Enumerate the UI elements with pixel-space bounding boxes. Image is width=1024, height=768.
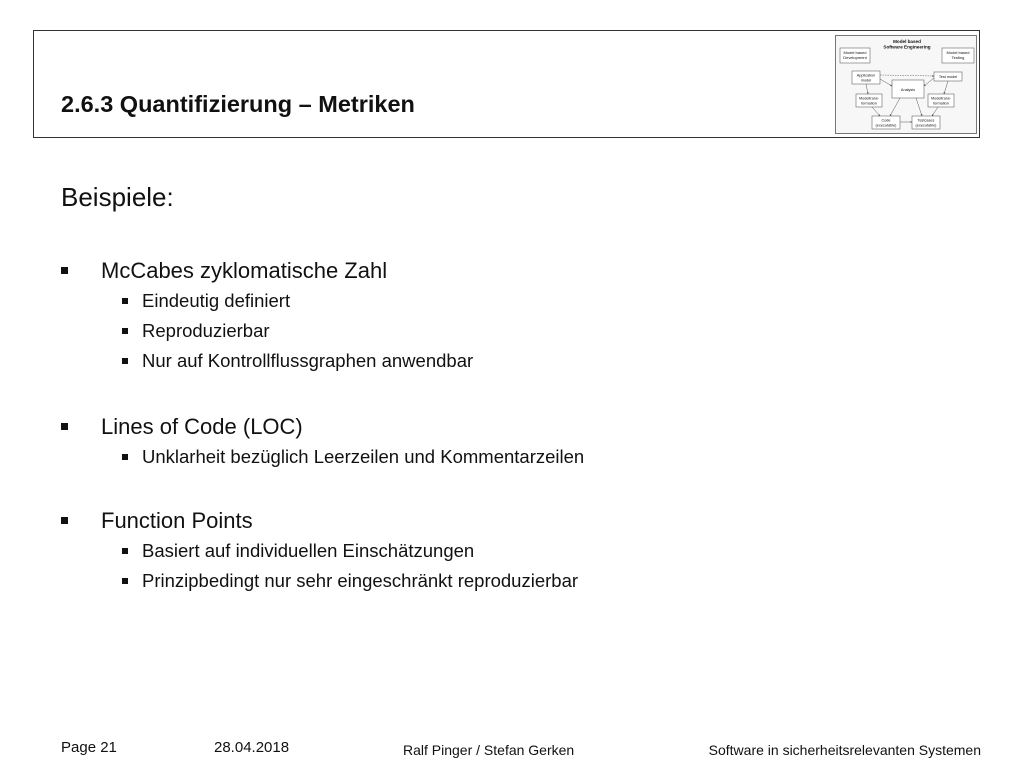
footer-date: 28.04.2018: [214, 739, 290, 756]
sub-bullet-label: Basiert auf individuellen Einschätzungen: [142, 540, 475, 561]
box-code-label-2: (executable): [875, 123, 897, 128]
bullet-loc: [61, 411, 961, 443]
box-application-model-label-2: model: [860, 78, 872, 83]
box-application-model-label-1: Application: [856, 73, 876, 78]
diagram-heading-2: Software Engineering: [883, 44, 931, 50]
section-heading: Beispiele:: [61, 182, 174, 212]
bullet-label: McCabes zyklomatische Zahl: [101, 258, 388, 283]
square-bullet-icon: [61, 267, 68, 274]
sub-bullet-label: Reproduzierbar: [142, 320, 270, 341]
mbse-diagram: [835, 35, 977, 134]
sub-bullet-label: Unklarheit bezüglich Leerzeilen und Kommentarzeilen: [142, 446, 585, 467]
square-bullet-icon: [61, 423, 68, 430]
box-mt-left-label-2: formation: [861, 101, 877, 106]
square-bullet-icon: [122, 548, 128, 554]
bullet-function-points: [61, 505, 961, 537]
sub-bullet: [61, 287, 961, 317]
box-mb-development-label-1: Model based: [843, 50, 867, 55]
sub-bullet: [61, 317, 961, 347]
sub-bullet: [61, 537, 961, 567]
box-testcases-label-2: (executable): [915, 123, 937, 128]
bullet-label: Function Points: [101, 508, 253, 533]
sub-bullet-label: Eindeutig definiert: [142, 290, 291, 311]
square-bullet-icon: [122, 578, 128, 584]
footer-course: Software in sicherheitsrelevanten Systemen: [708, 742, 981, 758]
diagram-heading-1: Model based: [893, 39, 921, 44]
sub-bullet-label: Prinzipbedingt nur sehr eingeschränkt reproduzierbar: [142, 570, 579, 591]
square-bullet-icon: [122, 328, 128, 334]
box-testcases-label-1: Testcases: [917, 118, 935, 123]
square-bullet-icon: [61, 517, 68, 524]
sub-bullet: [61, 443, 961, 473]
page-number: Page 21: [61, 739, 117, 756]
square-bullet-icon: [122, 358, 128, 364]
slide-header: [33, 30, 980, 138]
sub-bullet: [61, 567, 961, 597]
box-mt-right-label-2: formation: [933, 101, 949, 106]
bullet-label: Lines of Code (LOC): [101, 414, 303, 439]
box-mb-testing-label-1: Model based: [946, 50, 970, 55]
square-bullet-icon: [122, 298, 128, 304]
box-mt-left-label-1: Modeltrans-: [858, 96, 880, 101]
square-bullet-icon: [122, 454, 128, 460]
box-mt-right-label-1: Modeltrans-: [930, 96, 952, 101]
box-mb-testing-label-2: Testing: [951, 55, 965, 60]
bullet-list: [61, 255, 961, 597]
slide-footer: [0, 740, 1024, 760]
footer-authors: Ralf Pinger / Stefan Gerken: [403, 742, 575, 758]
bullet-mccabe: [61, 255, 961, 287]
box-analysis-label: Analysis: [900, 88, 916, 92]
box-mb-development-label-2: Development: [843, 55, 867, 60]
sub-bullet-label: Nur auf Kontrollflussgraphen anwendbar: [142, 350, 474, 371]
sub-bullet: [61, 347, 961, 377]
slide-title: 2.6.3 Quantifizierung – Metriken: [61, 91, 415, 117]
box-code-label-1: Code: [881, 118, 891, 123]
box-test-model-label: Test model: [938, 75, 958, 79]
